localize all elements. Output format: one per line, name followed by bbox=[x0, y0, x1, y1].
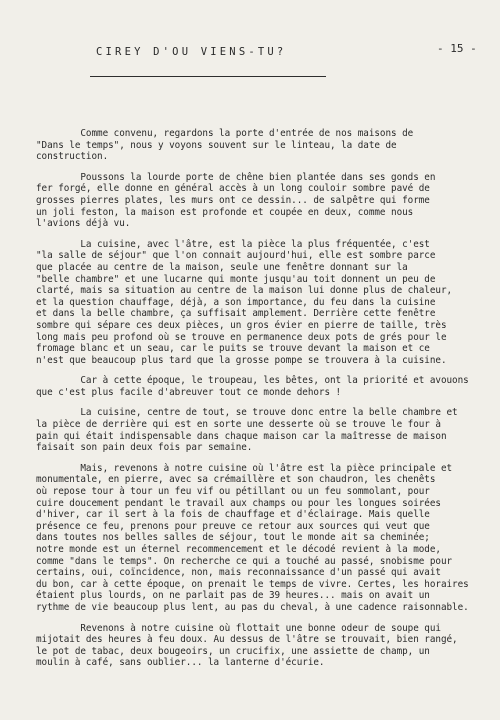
text-line: moulin à café, sans oublier... la lanterne d'écurie. bbox=[36, 657, 325, 669]
paragraph bbox=[36, 172, 466, 230]
text-line: "Dans le temps", nous y voyons souvent sur le linteau, la date de bbox=[36, 139, 397, 151]
title-underline bbox=[90, 76, 326, 77]
text-line: présence ce feu, prenons pour preuve ce retour aux sources qui veut que bbox=[36, 520, 430, 532]
text-line: mijotait des heures à feu doux. Au dessus de l'âtre se trouvait, bien rangé, bbox=[36, 634, 458, 646]
text-line: l'avions déjà vu. bbox=[36, 218, 131, 230]
text-line: "la salle de séjour" que l'on connait aujourd'hui, elle est sombre parce bbox=[36, 250, 436, 262]
text-line: fer forgé, elle donne en général accès à un long couloir sombre pavé de bbox=[36, 183, 430, 195]
text-line: comme "dans le temps". On recherche ce qui a touché au passé, snobisme pour bbox=[36, 555, 453, 567]
text-line: La cuisine, avec l'âtre, est la pièce la plus fréquentée, c'est bbox=[36, 238, 430, 250]
text-line: long mais peu profond où se trouve en permanence deux pots de grés pour le bbox=[36, 331, 447, 343]
text-line: clarté, mais sa situation au centre de la maison lui donne plus de chaleur, bbox=[36, 285, 453, 297]
text-line: faisait son pain deux fois par semaine. bbox=[36, 442, 253, 454]
text-line: pain qui était indispensable dans chaque maison car la maîtresse de maison bbox=[36, 430, 447, 442]
text-line: cuire doucement pendant le travail aux champs ou pour les longues soirées bbox=[36, 497, 441, 509]
text-line: où repose tour à tour un feu vif ou pétillant ou un feu sommolant, pour bbox=[36, 486, 430, 498]
text-line: rythme de vie beaucoup plus lent, au pas du cheval, à une cadence raisonnable. bbox=[36, 601, 469, 613]
text-line: d'hiver, car il sert à la fois de chauffage et d'éclairage. Mais quelle bbox=[36, 509, 430, 521]
text-line: du bon, car à cette époque, on prenait le temps de vivre. Certes, les horaires bbox=[36, 578, 469, 590]
text-line: Comme convenu, regardons la porte d'entrée de nos maisons de bbox=[36, 128, 414, 139]
text-line: La cuisine, centre de tout, se trouve donc entre la belle chambre et bbox=[36, 407, 458, 419]
text-line: la pièce de derrière qui est en sorte une desserte où se trouve le four à bbox=[36, 419, 441, 431]
text-line: n'est que beaucoup plus tard que la grosse pompe se trouvera à la cuisine. bbox=[36, 354, 447, 366]
text-line: étaient plus lourds, on ne parlait pas de 39 heures... mais on avait un bbox=[36, 590, 430, 602]
paragraph bbox=[36, 407, 466, 453]
paragraph bbox=[36, 128, 466, 163]
paragraph bbox=[36, 623, 466, 669]
text-line: le pot de tabac, deux bougeoirs, un crucifix, une assiette de champ, un bbox=[36, 645, 430, 657]
text-line: et la question chauffage, déjà, a son importance, du feu dans la cuisine bbox=[36, 296, 436, 308]
text-line: dans toutes nos belles salles de séjour, tout le monde ait sa cheminée; bbox=[36, 532, 430, 544]
text-line: notre monde est un éternel recommencement et le décodé revient à la mode, bbox=[36, 544, 441, 555]
text-line: Revenons à notre cuisine où flottait une bonne odeur de soupe qui bbox=[36, 622, 441, 634]
text-line: et dans la belle chambre, ça suffisait amplement. Derrière cette fenêtre bbox=[36, 308, 436, 320]
text-line: que placée au centre de la maison, seule une fenêtre donnant sur la bbox=[36, 261, 408, 273]
text-line: Mais, revenons à notre cuisine où l'âtre est la pièce principale et bbox=[36, 462, 453, 474]
body-text bbox=[36, 128, 469, 678]
text-line: Poussons la lourde porte de chêne bien plantée dans ses gonds en bbox=[36, 171, 436, 183]
page-number: - 15 - bbox=[437, 42, 477, 55]
text-line: certains, oui, coïncidence, non, mais reconnaissance d'un passé qui avait bbox=[36, 567, 441, 579]
text-line: "belle chambre" et une lucarne qui monte jusqu'au toit donnent un peu de bbox=[36, 273, 436, 285]
text-line: monumentale, en pierre, avec sa crémaillère et son chaudron, les chenêts bbox=[36, 474, 436, 486]
text-line: un joli feston, la maison est profonde et coupée en deux, comme nous bbox=[36, 206, 414, 218]
page-title: CIREY D'OU VIENS-TU? bbox=[96, 46, 287, 58]
text-line: sombre qui sépare ces deux pièces, un gros évier en pierre de taille, très bbox=[36, 319, 447, 331]
text-line: que c'est plus facile d'abreuver tout ce monde dehors ! bbox=[36, 386, 342, 398]
paragraph bbox=[36, 462, 469, 614]
text-line: fromage blanc et un seau, car le puits se trouve devant la maison et ce bbox=[36, 343, 430, 355]
paragraph bbox=[36, 375, 469, 398]
text-line: construction. bbox=[36, 151, 109, 163]
text-line: grosses pierres plates, les murs ont ce dessin... de salpêtre qui forme bbox=[36, 194, 430, 206]
text-line: Car à cette époque, le troupeau, les bêtes, ont la priorité et avouons bbox=[36, 375, 469, 387]
paragraph bbox=[36, 239, 466, 367]
